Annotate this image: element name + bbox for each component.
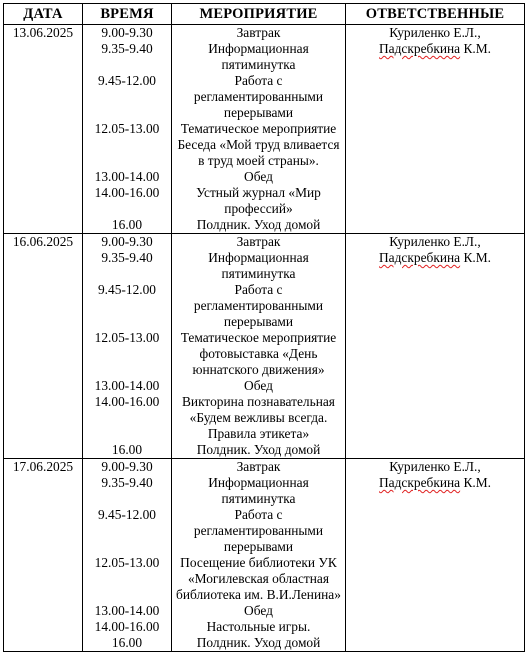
time-slot: 9.35-9.40 — [101, 475, 153, 490]
header-time: ВРЕМЯ — [83, 4, 172, 25]
event-line: Посещение библиотеки УК — [180, 555, 337, 570]
event-cell — [172, 234, 346, 459]
event-line: регламентированными — [193, 523, 324, 538]
event-line: Информационная — [208, 475, 309, 490]
time-slot: 12.05-13.00 — [94, 121, 160, 136]
time-cell — [83, 234, 172, 459]
event-line: Обед — [244, 603, 273, 618]
responsible-name: Падскребкина К.М. — [379, 475, 491, 490]
event-line: регламентированными — [193, 89, 324, 104]
time-spacer — [83, 571, 171, 587]
event-line: библиотека им. В.И.Ленина» — [176, 587, 341, 602]
event-line: Информационная — [208, 41, 309, 56]
day-row — [4, 25, 525, 234]
time-slot: 12.05-13.00 — [94, 330, 160, 345]
responsible-cell — [346, 234, 525, 459]
time-spacer — [83, 298, 171, 314]
time-slot: 14.00-16.00 — [94, 185, 160, 200]
event-line: Завтрак — [236, 234, 281, 249]
time-spacer — [83, 201, 171, 217]
event-line: Тематическое мероприятие — [180, 330, 337, 345]
time-slot: 9.35-9.40 — [101, 41, 153, 56]
event-line: Работа с — [234, 282, 283, 297]
event-line: Обед — [244, 378, 273, 393]
event-cell — [172, 25, 346, 234]
event-line: Полдник. Уход домой — [196, 442, 321, 457]
event-line: пятиминутка — [221, 57, 296, 72]
event-line: «Могилевская областная — [187, 571, 330, 586]
header-event: МЕРОПРИЯТИЕ — [172, 4, 346, 25]
event-line: «Будем вежливы всегда. — [189, 410, 328, 425]
time-spacer — [83, 426, 171, 442]
event-line: Правила этикета» — [207, 426, 310, 441]
event-line: регламентированными — [193, 298, 324, 313]
time-slot: 14.00-16.00 — [94, 394, 160, 409]
responsible-cell — [346, 459, 525, 652]
event-line: перерывами — [223, 314, 294, 329]
date-cell — [4, 25, 83, 234]
responsible-name: Куриленко Е.Л., — [389, 459, 481, 474]
time-slot: 13.00-14.00 — [94, 378, 160, 393]
spellcheck-underline: Падскребкина — [379, 41, 461, 56]
schedule-document — [3, 3, 525, 652]
event-line: пятиминутка — [221, 491, 296, 506]
event-cell — [172, 459, 346, 652]
event-line: Завтрак — [236, 459, 281, 474]
time-spacer — [83, 587, 171, 603]
time-spacer — [83, 266, 171, 282]
time-slot: 9.45-12.00 — [97, 73, 157, 88]
event-line: Полдник. Уход домой — [196, 217, 321, 232]
day-row — [4, 459, 525, 652]
time-cell — [83, 25, 172, 234]
time-spacer — [83, 491, 171, 507]
event-line: Информационная — [208, 250, 309, 265]
time-slot: 9.35-9.40 — [101, 250, 153, 265]
event-line: перерывами — [223, 539, 294, 554]
time-spacer — [83, 410, 171, 426]
time-slot: 9.45-12.00 — [97, 282, 157, 297]
time-spacer — [83, 314, 171, 330]
event-line: Обед — [244, 169, 273, 184]
time-slot: 16.00 — [111, 442, 143, 457]
time-slot: 9.00-9.30 — [101, 25, 153, 40]
time-slot: 9.00-9.30 — [101, 459, 153, 474]
event-line: Работа с — [234, 73, 283, 88]
date-text: 17.06.2025 — [12, 459, 74, 474]
event-line: фотовыставка «День — [199, 346, 318, 361]
responsible-name: Куриленко Е.Л., — [389, 234, 481, 249]
event-line: пятиминутка — [221, 266, 296, 281]
time-spacer — [83, 105, 171, 121]
event-line: Полдник. Уход домой — [196, 635, 321, 650]
time-slot: 13.00-14.00 — [94, 603, 160, 618]
time-spacer — [83, 523, 171, 539]
event-line: Работа с — [234, 507, 283, 522]
date-text: 13.06.2025 — [12, 25, 74, 40]
time-spacer — [83, 362, 171, 378]
time-slot: 14.00-16.00 — [94, 619, 160, 634]
time-slot: 9.45-12.00 — [97, 507, 157, 522]
spellcheck-underline: Падскребкина — [379, 250, 461, 265]
time-spacer — [83, 57, 171, 73]
event-line: перерывами — [223, 105, 294, 120]
time-spacer — [83, 137, 171, 153]
header-responsible: ОТВЕТСТВЕННЫЕ — [346, 4, 525, 25]
time-slot: 13.00-14.00 — [94, 169, 160, 184]
spellcheck-underline: Падскребкина — [379, 475, 461, 490]
event-line: Беседа «Мой труд вливается — [177, 137, 340, 152]
header-row — [4, 4, 525, 25]
time-slot: 9.00-9.30 — [101, 234, 153, 249]
time-slot: 16.00 — [111, 635, 143, 650]
header-date: ДАТА — [4, 4, 83, 25]
time-spacer — [83, 89, 171, 105]
date-cell — [4, 234, 83, 459]
time-spacer — [83, 153, 171, 169]
responsible-cell — [346, 25, 525, 234]
time-slot: 12.05-13.00 — [94, 555, 160, 570]
event-line: Викторина познавательная — [182, 394, 335, 409]
time-spacer — [83, 346, 171, 362]
responsible-name: Куриленко Е.Л., — [389, 25, 481, 40]
event-line: Устный журнал «Мир — [196, 185, 321, 200]
day-row — [4, 234, 525, 459]
event-line: профессий» — [224, 201, 293, 216]
date-cell — [4, 459, 83, 652]
time-slot: 16.00 — [111, 217, 143, 232]
responsible-name: Падскребкина К.М. — [379, 41, 491, 56]
schedule-body — [4, 25, 525, 652]
responsible-name: Падскребкина К.М. — [379, 250, 491, 265]
event-line: в труд моей страны». — [198, 153, 319, 168]
event-line: Тематическое мероприятие — [180, 121, 337, 136]
event-line: Настольные игры. — [206, 619, 311, 634]
event-line: юннатского движения» — [192, 362, 325, 377]
schedule-table — [3, 3, 525, 652]
time-spacer — [83, 539, 171, 555]
event-line: Завтрак — [236, 25, 281, 40]
date-text: 16.06.2025 — [12, 234, 74, 249]
time-cell — [83, 459, 172, 652]
